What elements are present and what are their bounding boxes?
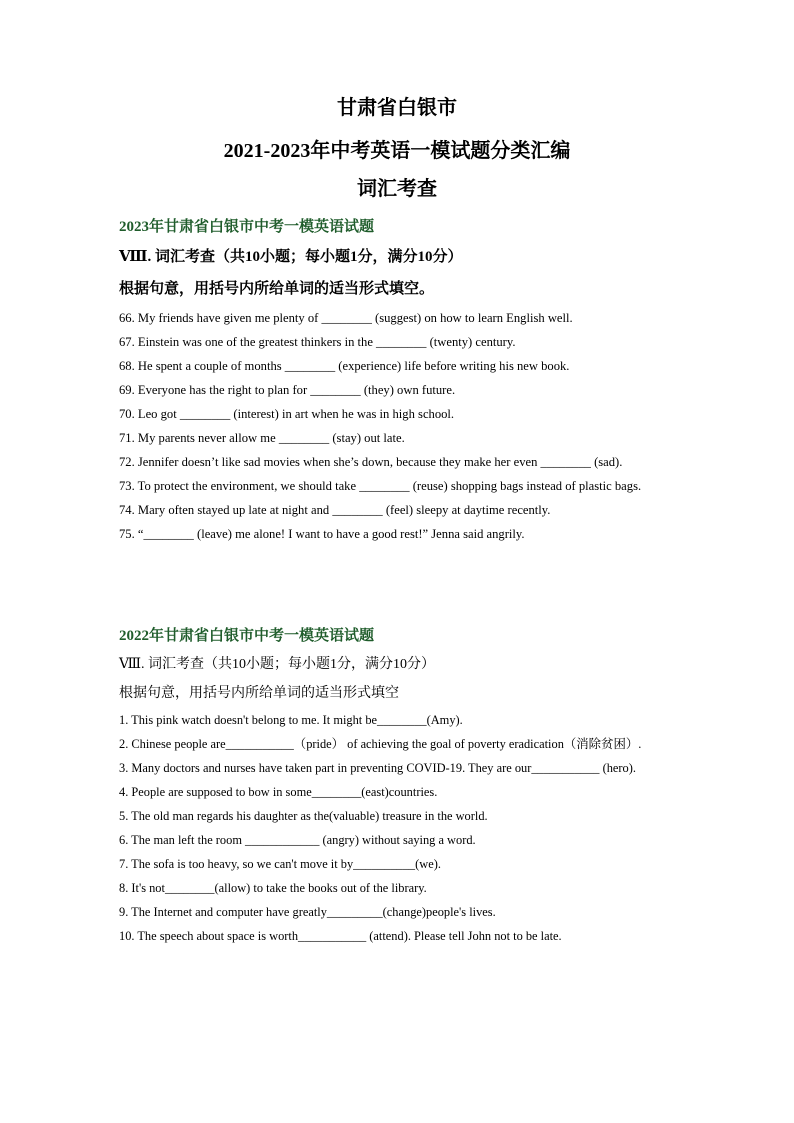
question-item: 73. To protect the environment, we should take ________ (reuse) shopping bags instead of plastic bags. [119,479,642,493]
question-item: 4. People are supposed to bow in some________(east)countries. [119,785,438,799]
question-item: 6. The man left the room ____________ (angry) without saying a word. [119,833,476,847]
question-item: 7. The sofa is too heavy, so we can't move it by__________(we). [119,857,441,871]
question-item: 74. Mary often stayed up late at night and ________ (feel) sleepy at daytime recently. [119,503,551,517]
doc-title-main: 2021-2023年中考英语一模试题分类汇编 [223,140,571,162]
question-item: 5. The old man regards his daughter as the(valuable) treasure in the world. [119,809,488,823]
question-item: 8. It's not________(allow) to take the books out of the library. [119,881,427,895]
question-item: 9. The Internet and computer have greatly_________(change)people's lives. [119,905,496,919]
section-2023-question-list [119,306,675,546]
section-2022-instruction: 根据句意，用括号内所给单词的适当形式填空 [119,686,399,701]
doc-title-topic: 词汇考查 [357,178,437,200]
question-item: 75. “________ (leave) me alone! I want to have a good rest!” Jenna said angrily. [119,527,525,541]
question-item: 72. Jennifer doesn’t like sad movies when she’s down, because they make her even ________ (sad). [119,455,623,469]
question-item: 2. Chinese people are___________（pride） of achieving the goal of poverty eradication（消除贫困）. [119,737,642,751]
question-item: 66. My friends have given me plenty of ________ (suggest) on how to learn English well. [119,311,573,325]
section-2022-heading: 2022年甘肃省白银市中考一模英语试题 [119,628,375,644]
question-item: 70. Leo got ________ (interest) in art when he was in high school. [119,407,455,421]
question-item: 3. Many doctors and nurses have taken part in preventing COVID-19. They are our___________ (hero). [119,761,636,775]
section-2023-heading: 2023年甘肃省白银市中考一模英语试题 [119,219,375,235]
question-item: 69. Everyone has the right to plan for ________ (they) own future. [119,383,456,397]
section-2023-instruction: 根据句意，用括号内所给单词的适当形式填空。 [119,281,435,297]
question-item: 68. He spent a couple of months ________ (experience) life before writing his new book. [119,359,570,373]
doc-title-region: 甘肃省白银市 [337,97,457,119]
question-item: 10. The speech about space is worth___________ (attend). Please tell John not to be late. [119,929,562,943]
section-2022-question-list [119,708,675,948]
question-item: 67. Einstein was one of the greatest thinkers in the ________ (twenty) century. [119,335,516,349]
question-item: 71. My parents never allow me ________ (stay) out late. [119,431,405,445]
section-2023-part: Ⅷ. 词汇考查（共10小题；每小题1分，满分10分） [119,249,463,265]
section-2022-part: Ⅷ. 词汇考查（共10小题；每小题1分，满分10分） [119,657,436,672]
question-item: 1. This pink watch doesn't belong to me. It might be________(Amy). [119,713,463,727]
